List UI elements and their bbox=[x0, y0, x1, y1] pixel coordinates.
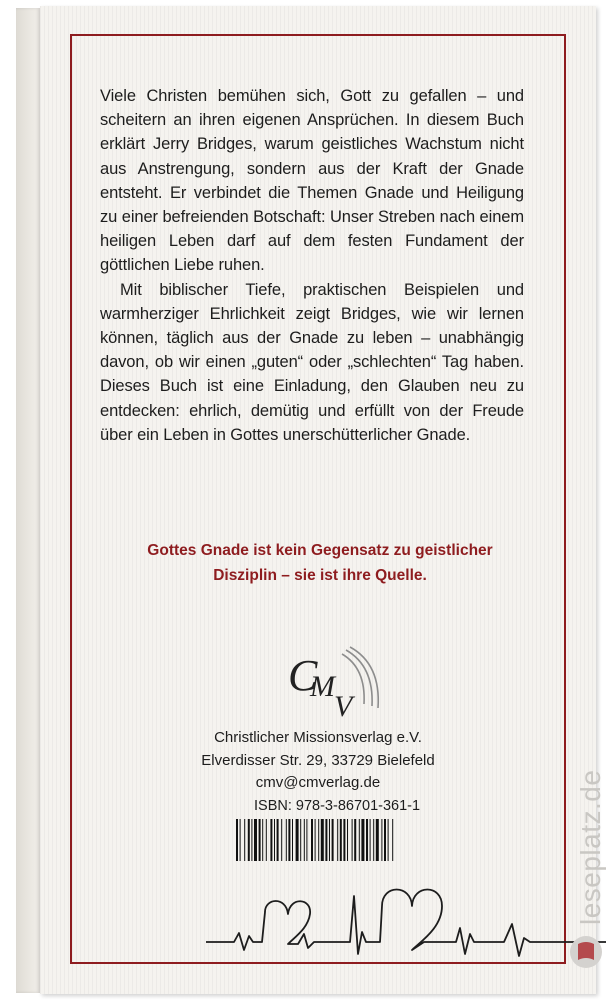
barcode-bar bbox=[329, 819, 330, 861]
barcode-bar bbox=[392, 819, 393, 861]
barcode-bar bbox=[361, 819, 364, 861]
cmv-logo-icon bbox=[284, 646, 384, 722]
barcode-bar bbox=[321, 819, 324, 861]
barcode-bar bbox=[274, 819, 275, 861]
blurb-paragraph-1: Viele Christen bemühen sich, Gott zu gefallen – und scheitern an ihren eigenen Ansprüchen. In diesem Buch erklärt Jerry Bridges, warum geistliches Wachstum nicht aus Anstrengung, sondern aus der Kraft der Gnade entsteht. Er verbindet die Themen Gnade und Heiligung zu einer befreienden Botschaft: Unser Streben nach einem heiligen Leben darf auf dem festen Fundament der göttlichen Liebe ruhen. bbox=[100, 87, 524, 275]
watermark-badge-icon bbox=[568, 934, 604, 970]
barcode-bar bbox=[236, 819, 238, 861]
barcode-bar bbox=[244, 819, 245, 861]
barcode-bar bbox=[288, 819, 290, 861]
barcode-bar bbox=[370, 819, 371, 861]
barcode-bar bbox=[384, 819, 386, 861]
barcode bbox=[236, 819, 512, 861]
barcode-bar bbox=[248, 819, 250, 861]
logo-letter-m: M bbox=[310, 670, 335, 703]
barcode-bar bbox=[304, 819, 305, 861]
barcode-bar bbox=[240, 819, 241, 861]
quote-line-2: Disziplin – sie ist ihre Quelle. bbox=[213, 567, 427, 584]
logo-letter-c: C bbox=[288, 651, 318, 700]
quote-line-1: Gottes Gnade ist kein Gegensatz zu geistlicher bbox=[147, 542, 493, 559]
barcode-bar bbox=[251, 819, 252, 861]
isbn-label: ISBN: 978-3-86701-361-1 bbox=[254, 798, 421, 814]
barcode-bar bbox=[373, 819, 374, 861]
barcode-bar bbox=[332, 819, 334, 861]
barcode-bar bbox=[286, 819, 287, 861]
barcode-bar bbox=[300, 819, 301, 861]
barcode-bar bbox=[292, 819, 293, 861]
barcode-bar bbox=[306, 819, 307, 861]
heartbeat-line-icon bbox=[206, 884, 606, 964]
barcode-bar bbox=[340, 819, 342, 861]
barcode-bar bbox=[366, 819, 368, 861]
publisher-address: Elverdisser Str. 29, 33729 Bielefeld bbox=[201, 751, 435, 769]
publisher-info bbox=[80, 727, 556, 795]
barcode-bar bbox=[254, 819, 257, 861]
logo-letter-v: V bbox=[334, 690, 353, 722]
barcode-bar bbox=[347, 819, 348, 861]
barcode-bar bbox=[343, 819, 345, 861]
barcode-bar bbox=[266, 819, 267, 861]
barcode-bar bbox=[325, 819, 327, 861]
barcode-bar bbox=[277, 819, 279, 861]
barcode-bar bbox=[359, 819, 360, 861]
barcode-bar bbox=[354, 819, 356, 861]
barcode-bar bbox=[376, 819, 379, 861]
blurb-text bbox=[100, 84, 524, 447]
barcode-bar bbox=[381, 819, 382, 861]
barcode-bar bbox=[311, 819, 313, 861]
watermark-text: leseplatz.de bbox=[575, 769, 606, 925]
publisher-email: cmv@cmverlag.de bbox=[255, 774, 381, 791]
barcode-bar bbox=[315, 819, 316, 861]
barcode-bar bbox=[352, 819, 353, 861]
back-cover bbox=[40, 6, 596, 994]
barcode-bar bbox=[259, 819, 261, 861]
publisher-name: Christlicher Missionsverlag e.V. bbox=[214, 729, 422, 746]
barcode-bar bbox=[388, 819, 389, 861]
highlight-quote bbox=[110, 538, 530, 588]
barcode-bar bbox=[318, 819, 319, 861]
barcode-bar bbox=[337, 819, 338, 861]
book-spine bbox=[16, 8, 40, 993]
barcode-bar bbox=[281, 819, 282, 861]
barcode-bar bbox=[296, 819, 299, 861]
barcode-bar bbox=[270, 819, 272, 861]
blurb-paragraph-2: Mit biblischer Tiefe, praktischen Beispielen und warmherziger Ehrlichkeit zeigt Bridges, wie wir lernen können, täglich aus der Gnade zu leben – unabhängig davon, ob wir einen „guten“ oder „schlechten“ Tag haben. Dieses Buch ist eine Einladung, den Glauben neu zu entdecken: ehrlich, demütig und erfüllt von der Freude über ein Leben in Gottes unerschütterlicher Gnade. bbox=[100, 280, 524, 444]
barcode-bar bbox=[262, 819, 263, 861]
